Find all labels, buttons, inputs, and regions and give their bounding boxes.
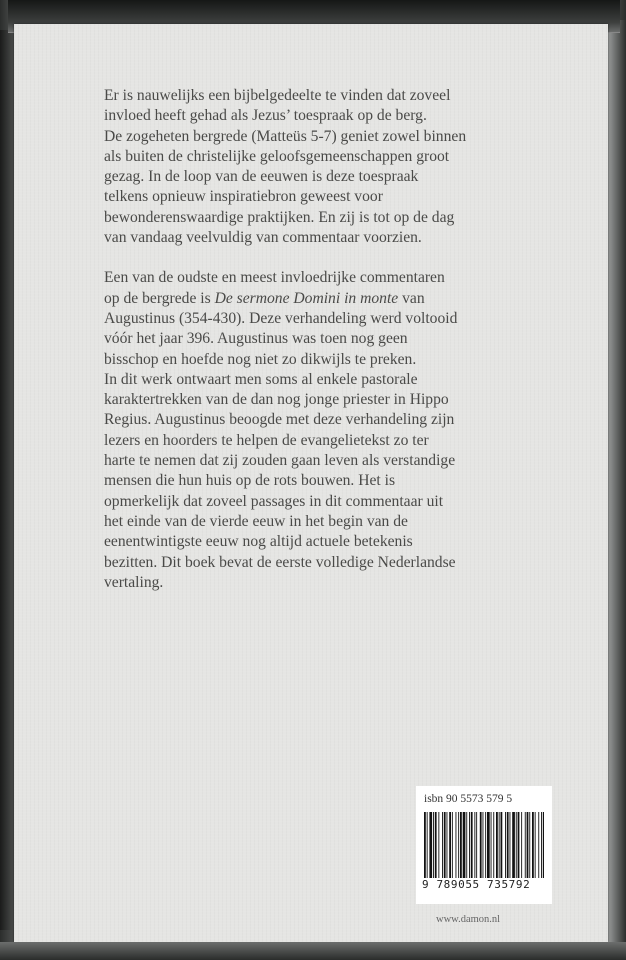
isbn-barcode-panel: [416, 786, 552, 904]
book-spine-edge: [0, 30, 14, 930]
text-line: eenentwintigste eeuw nog altijd actuele betekenis: [104, 533, 413, 551]
text-line: telkens opnieuw inspiratiebron geweest voor: [104, 188, 383, 206]
text-line: Regius. Augustinus beoogde met deze verhandeling zijn: [104, 411, 455, 429]
text-line: Er is nauwelijks een bijbelgedeelte te vinden dat zoveel: [104, 87, 451, 104]
book-right-edge: [608, 20, 626, 955]
text-line: het einde van de vierde eeuw in het begin van de: [104, 512, 408, 530]
text-line: bewonderenswaardige praktijken. En zij is tot op de dag: [104, 208, 455, 226]
text-line: mensen die hun huis op de rots bouwen. Het is: [104, 472, 396, 490]
text-line: van vandaag veelvuldig van commentaar voorzien.: [104, 229, 422, 247]
text-fragment: op de bergrede is: [104, 289, 215, 307]
barcode-number: 9 789055 735792: [422, 878, 531, 891]
text-line: Een van de oudste en meest invloedrijke commentaren: [104, 269, 445, 287]
text-line: karaktertrekken van de dan nog jonge priester in Hippo: [104, 391, 449, 409]
book-bottom-edge: [0, 942, 626, 960]
text-line: De zogeheten bergrede (Matteüs 5-7) geniet zowel binnen: [104, 127, 467, 145]
text-line: vóór het jaar 396. Augustinus was toen nog geen: [104, 330, 408, 348]
isbn-label: isbn 90 5573 579 5: [424, 793, 513, 805]
text-line: Augustinus (354-430). Deze verhandeling werd voltooid: [104, 309, 458, 327]
text-line: lezers en hoorders te helpen de evangelietekst zo ter: [104, 431, 429, 449]
text-line: opmerkelijk dat zoveel passages in dit commentaar uit: [104, 492, 444, 510]
blurb-paragraph-2: [104, 268, 524, 593]
barcode-image: [424, 812, 544, 878]
blurb-paragraph-1: [104, 86, 524, 248]
text-fragment: van: [398, 289, 425, 307]
text-line: bisschop en hoefde nog niet zo dikwijls te preken.: [104, 350, 417, 368]
work-title: De sermone Domini in monte: [214, 289, 399, 307]
text-line: In dit werk ontwaart men soms al enkele pastorale: [104, 370, 418, 388]
text-line: invloed heeft gehad als Jezus’ toespraak op de berg.: [104, 107, 427, 125]
text-line: bezitten. Dit boek bevat de eerste volledige Nederlandse: [104, 553, 456, 571]
text-line: harte te nemen dat zij zouden gaan leven als verstandige: [104, 452, 456, 470]
publisher-website: www.damon.nl: [436, 914, 501, 925]
text-line: vertaling.: [104, 573, 164, 591]
text-line: als buiten de christelijke geloofsgemeenschappen groot: [104, 147, 450, 165]
text-line: gezag. In de loop van de eeuwen is deze toespraak: [104, 168, 419, 186]
blurb: [104, 86, 524, 593]
text-line-with-title: [104, 289, 524, 309]
